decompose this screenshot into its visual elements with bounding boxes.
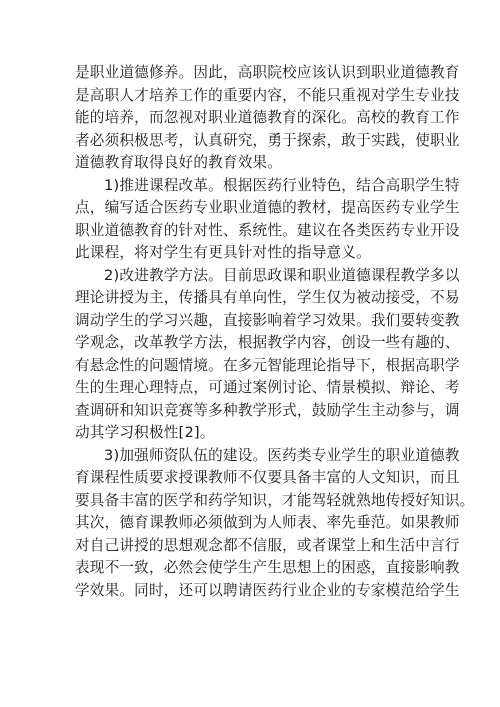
text-line: 此课程，将对学生有更具针对性的指导意义。 <box>75 244 371 261</box>
text-line: 其次，德育课教师必须做到为人师表、率先垂范。如果教师 <box>75 514 460 531</box>
text-line: 者必须积极思考，认真研究，勇于探索，敢于实践，使职业 <box>75 131 460 149</box>
document-page <box>75 62 475 602</box>
text-line: 道德教育取得良好的教育效果。 <box>75 154 283 171</box>
text-line: 育课程性质要求授课教师不仅要具备丰富的人文知识，而且 <box>75 469 460 486</box>
text-line: 点，编写适合医药专业职业道德的教材，提高医药专业学生 <box>75 199 460 216</box>
text-line: 是职业道德修养。因此，高职院校应该认识到职业道德教育 <box>75 64 460 81</box>
text-line: 动其学习积极性[2]。 <box>75 424 215 441</box>
text-line: 1)推进课程改革。根据医药行业特色，结合高职学生特 <box>104 176 460 194</box>
paragraph-curriculum-reform <box>75 175 460 265</box>
text-line: 学效果。同时，还可以聘请医药行业企业的专家模范给学生 <box>75 581 460 599</box>
text-line: 调动学生的学习兴趣，直接影响着学习效果。我们要转变教 <box>75 311 460 329</box>
text-line: 对自己讲授的思想观念都不信服，或者课堂上和生活中言行 <box>75 536 460 554</box>
paragraph-intro-continuation <box>75 62 460 175</box>
text-line: 要具备丰富的医学和药学知识，才能驾轻就熟地传授好知识。 <box>75 491 475 509</box>
text-line: 学观念，改革教学方法，根据教学内容，创设一些有趣的、 <box>75 334 460 351</box>
text-line: 职业道德教育的针对性、系统性。建议在各类医药专业开设 <box>75 221 460 239</box>
paragraph-teaching-methods <box>75 265 460 445</box>
text-line: 是高职人才培养工作的重要内容，不能只重视对学生专业技 <box>75 86 460 104</box>
text-line: 理论讲授为主，传播具有单向性，学生仅为被动接受，不易 <box>75 289 460 306</box>
paragraph-faculty-building <box>75 445 475 603</box>
text-line: 3)加强师资队伍的建设。医药类专业学生的职业道德教 <box>104 446 460 464</box>
text-line: 生的生理心理特点，可通过案例讨论、情景模拟、辩论、考 <box>75 379 460 396</box>
text-line: 表现不一致，必然会使学生产生思想上的困惑，直接影响教 <box>75 559 460 576</box>
text-line: 查调研和知识竞赛等多种教学形式，鼓励学生主动参与，调 <box>75 401 460 419</box>
text-line: 2)改进教学方法。目前思政课和职业道德课程教学多以 <box>104 266 460 284</box>
text-line: 有悬念性的问题情境。在多元智能理论指导下，根据高职学 <box>75 356 460 374</box>
text-line: 能的培养，而忽视对职业道德教育的深化。高校的教育工作 <box>75 109 460 126</box>
